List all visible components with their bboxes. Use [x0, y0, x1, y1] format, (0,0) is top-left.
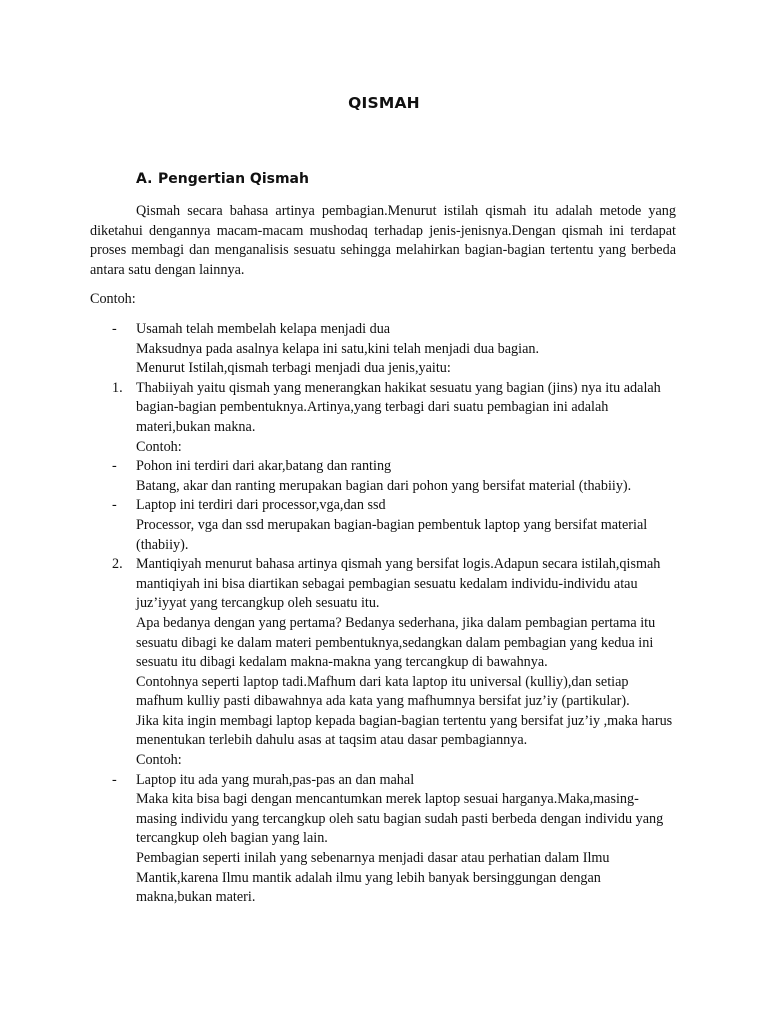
list-marker: -: [112, 321, 117, 337]
list-item-text: Thabiiyah yaitu qismah yang menerangkan hakikat sesuatu yang bagian (jins) nya itu adalah bagian-bagian pembentuknya.Artinya,yang terbagi dari suatu pembagian ini adalah materi,bukan makna.: [136, 379, 661, 435]
list-item-text: Maksudnya pada asalnya kelapa ini satu,kini telah menjadi dua bagian.: [136, 340, 540, 357]
list-item-text: Menurut Istilah,qismah terbagi menjadi dua jenis,yaitu:: [136, 360, 451, 377]
list-item-text: Laptop itu ada yang murah,pas-pas an dan mahal: [136, 771, 415, 788]
document-title: QISMAH: [348, 94, 420, 112]
list-marker: -: [112, 497, 117, 514]
list-item-text: Pohon ini terdiri dari akar,batang dan ranting: [136, 458, 392, 475]
list-item: [90, 320, 676, 379]
list-item-text: Contoh:: [136, 752, 182, 769]
list-item-text: Apa bedanya dengan yang pertama? Bedanya sederhana, jika dalam pembagian pertama itu sesuatu dibagi ke dalam materi pembentuknya,sedangkan dalam pembagian yang kedua ini sesuatu itu dibagi kedalam makna-makna yang tercangkup di bawahnya.: [136, 614, 656, 671]
list-item-text: Maka kita bisa bagi dengan mencantumkan merek laptop sesuai harganya.Maka,masing-masing individu yang tercangkup oleh satu bagian sudah pasti berbeda dengan individu yang tercangkup oleh bagian yang lain.: [136, 791, 664, 847]
list-item: [90, 457, 676, 496]
section-letter: A.: [136, 171, 153, 187]
list-item: [90, 771, 676, 908]
list-item-text: Usamah telah membelah kelapa menjadi dua: [136, 321, 391, 337]
list-marker: 1.: [112, 379, 123, 396]
intro-paragraph: Qismah secara bahasa artinya pembagian.Menurut istilah qismah itu adalah metode yang diketahui dengannya macam-macam mushodaq terhadap jenis-jenisnya.Dengan qismah ini terdapat proses membagi dan menganalisis sesuatu sehingga melahirkan bagian-bagian tertentu yang berbeda antara satu dengan lainnya.: [90, 203, 676, 278]
list-item: [90, 555, 676, 771]
contoh-label: Contoh:: [90, 291, 136, 307]
list-item-text: Contohnya seperti laptop tadi.Mafhum dari kata laptop itu universal (kulliy),dan setiap mafhum kulliy pasti dibawahnya ada kata yang mafhumnya bersifat juz’iy (partikular).: [136, 673, 630, 710]
list-item-text: Batang, akar dan ranting merupakan bagian dari pohon yang bersifat material (thabiiy).: [136, 477, 632, 494]
list-marker: 2.: [112, 556, 123, 573]
list-item-text: Jika kita ingin membagi laptop kepada bagian-bagian tertentu yang bersifat juz’iy ,maka harus menentukan terlebih dahulu asas at taqsim atau dasar pembagiannya.: [136, 712, 673, 749]
section-heading: [136, 171, 309, 187]
list-marker: -: [112, 771, 117, 788]
list-item: [90, 496, 676, 555]
list-item-text: Mantiqiyah menurut bahasa artinya qismah yang bersifat logis.Adapun secara istilah,qismah mantiqiyah ini bisa diartikan sebagai pembagian sesuatu kedalam individu-individu atau juz’iyyat yang tercangkup oleh sesuatu itu.: [136, 556, 661, 612]
list-item: [90, 379, 676, 457]
section-heading-text: Pengertian Qismah: [158, 171, 309, 187]
content-list: [90, 320, 676, 908]
list-item-text: Processor, vga dan ssd merupakan bagian-bagian pembentuk laptop yang bersifat material (thabiiy).: [136, 516, 648, 553]
list-item-text: Laptop ini terdiri dari processor,vga,dan ssd: [136, 497, 386, 514]
list-item-text: Contoh:: [136, 438, 182, 455]
list-marker: -: [112, 458, 117, 475]
list-item-text: Pembagian seperti inilah yang sebenarnya menjadi dasar atau perhatian dalam Ilmu Mantik,karena Ilmu mantik adalah ilmu yang lebih banyak bersinggungan dengan makna,bukan materi.: [136, 850, 610, 906]
